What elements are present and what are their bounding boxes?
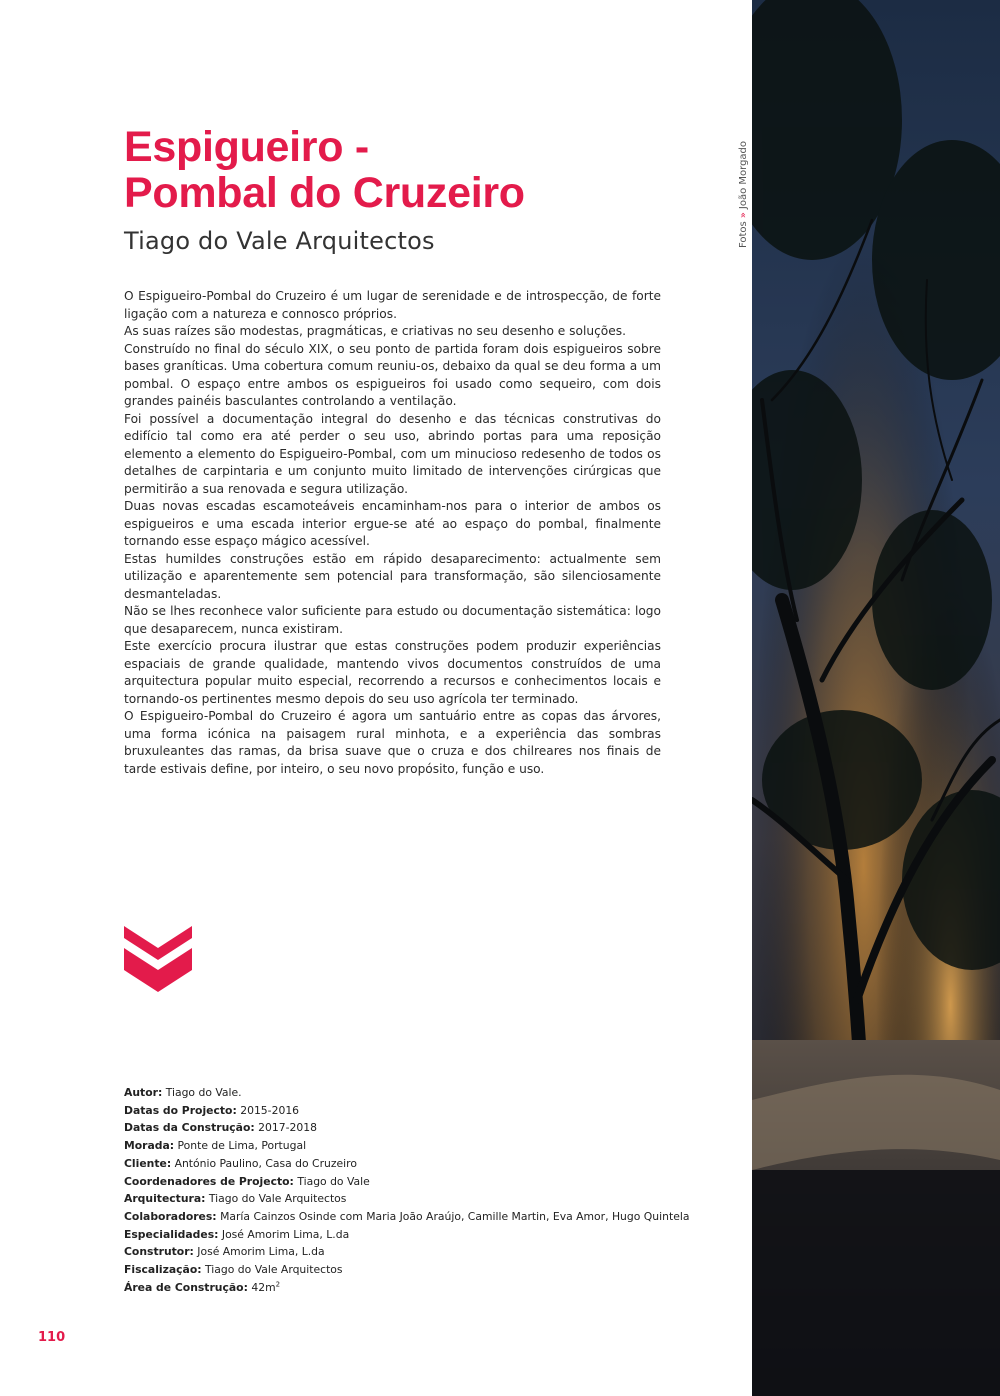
photo-credit-label: Fotos bbox=[738, 221, 749, 248]
paragraph: Construído no final do século XIX, o seu ponto de partida foram dois espigueiros sobre bases graníticas. Uma cobertura comum reuniu-os, debaixo da qual se deu forma a um pombal. O espaço entre ambos os espigueiros foi usado como sequeiro, com dois grandes painéis basculantes controlando a ventilação. bbox=[124, 341, 661, 408]
night-tree-photo bbox=[752, 0, 1000, 1396]
paragraph: Duas novas escadas escamoteáveis encaminham-nos para o interior de ambos os espigueiros e uma escada interior ergue-se até ao espaço do pombal, finalmente tornando esse espaço mágico acessível. bbox=[124, 499, 661, 548]
credit-row-builder: Construtor: José Amorim Lima, L.da bbox=[124, 1245, 325, 1259]
paragraph: Não se lhes reconhece valor suficiente para estudo ou documentação sistemática: logo que desaparecem, nunca existiram. bbox=[124, 604, 661, 636]
photo-illustration bbox=[752, 0, 1000, 1396]
credit-row-area: Área de Construção: $42m^2$ bbox=[124, 1280, 281, 1294]
credit-row-specialties: Especialidades: José Amorim Lima, L.da bbox=[124, 1227, 350, 1241]
paragraph: Foi possível a documentação integral do desenho e das técnicas construtivas do edifício tal como era até perder o seu uso, abrindo portas para uma reposição elemento a elemento do Espigueiro-Pombal, com um minucioso redesenho de todos os detalhes de carpintaria e um conjunto muito limitado de intervenções cirúrgicas que permitirão a sua renovada e segura utilização. bbox=[124, 411, 661, 496]
photo-credit-name: João Morgado bbox=[738, 140, 749, 210]
paragraph: As suas raízes são modestas, pragmáticas, e criativas no seu desenho e soluções. bbox=[124, 324, 626, 338]
project-credits bbox=[124, 1084, 724, 1296]
credit-row-collaborators: Colaboradores: María Cainzos Osinde com Maria João Araújo, Camille Martin, Eva Amor, Hugo Quintela bbox=[124, 1209, 690, 1223]
paragraph: Estas humildes construções estão em rápido desaparecimento: actualmente sem utilização e aparentemente sem potencial para transformação, são silenciosamente desmanteladas. bbox=[124, 551, 661, 601]
paragraph: Este exercício procura ilustrar que estas construções podem produzir experiências espaciais de grande qualidade, mantendo vivos documentos construídos de uma arquitectura popular muito especial, recorrendo a recursos e conhecimentos locais e tornando-os pertinentes mesmo depois do seu uso agrícola ter terminado. bbox=[124, 639, 661, 706]
photo-credit bbox=[738, 141, 749, 248]
credit-row-address: Morada: Ponte de Lima, Portugal bbox=[124, 1139, 307, 1153]
paragraph: O Espigueiro-Pombal do Cruzeiro é agora um santuário entre as copas das árvores, uma forma icónica na paisagem rural minhota, e a experiência das sombras bruxuleantes das ramas, da brisa suave que o cruza e dos chilreares nos finais de tarde estivais define, por inteiro, o seu novo propósito, função e uso. bbox=[124, 709, 661, 776]
credit-row-architecture: Arquitectura: Tiago do Vale Arquitectos bbox=[124, 1192, 347, 1206]
credit-row-construction-dates: Datas da Construção: 2017-2018 bbox=[124, 1121, 317, 1135]
article-body bbox=[124, 288, 661, 778]
double-chevron-down-icon bbox=[124, 926, 192, 992]
photo-credit-separator: » bbox=[738, 212, 749, 219]
page-number: 110 bbox=[38, 1330, 66, 1345]
article-subtitle: Tiago do Vale Arquitectos bbox=[124, 227, 435, 255]
credit-row-coordinators: Coordenadores de Projecto: Tiago do Vale bbox=[124, 1174, 370, 1188]
credit-row-project-dates: Datas do Projecto: 2015-2016 bbox=[124, 1103, 300, 1117]
title-line-2: Pombal do Cruzeiro bbox=[124, 169, 525, 217]
credit-row-author: Autor: Tiago do Vale. bbox=[124, 1086, 242, 1099]
paragraph: O Espigueiro-Pombal do Cruzeiro é um lugar de serenidade e de introspecção, de forte ligação com a natureza e connosco próprios. bbox=[124, 289, 661, 321]
title-line-1: Espigueiro - bbox=[124, 123, 369, 171]
credit-row-supervision: Fiscalização: Tiago do Vale Arquitectos bbox=[124, 1263, 343, 1277]
article-title bbox=[124, 124, 724, 216]
credit-row-client: Cliente: António Paulino, Casa do Cruzeiro bbox=[124, 1156, 357, 1170]
